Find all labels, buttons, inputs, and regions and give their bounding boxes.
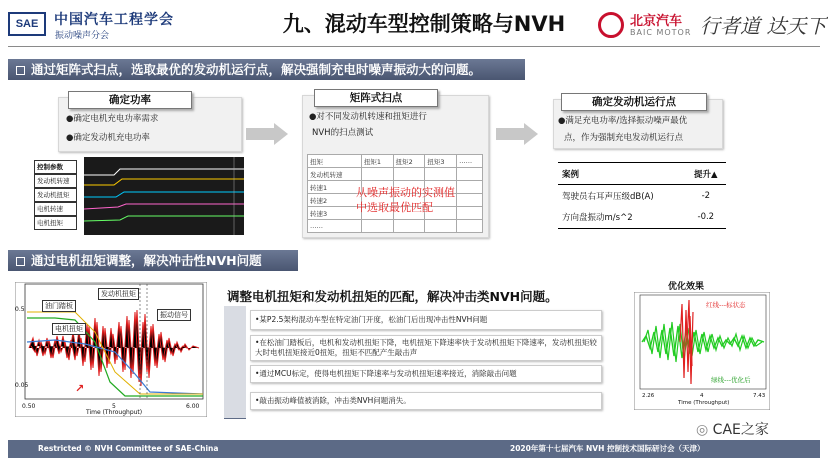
result-gain: -0.2 — [697, 212, 715, 223]
result-header-gain: 提升▲ — [694, 169, 718, 180]
table-header-cell: 扭矩1 — [361, 155, 393, 168]
table-header-cell: …… — [457, 155, 483, 168]
footer-left: Restricted © NVH Committee of SAE-China — [38, 444, 219, 453]
footer-right: 2020年第十七届汽车 NVH 控制技术国际研讨会（天津） — [510, 444, 705, 453]
matrix-bullet-1: ●对不同发动机转速和扭矩进行 — [309, 112, 427, 122]
legend-green: 绿线---优化后 — [711, 376, 751, 384]
org-subtitle: 振动噪声分会 — [55, 31, 110, 41]
matrix-bullet-2: NVH的扫点测试 — [312, 128, 374, 138]
watermark — [696, 419, 769, 439]
table-row-label: …… — [308, 220, 362, 233]
plot-ytick: 0.5 — [15, 306, 25, 313]
watermark-text: CAE之家 — [712, 422, 769, 438]
footer-bar — [8, 440, 820, 458]
control-legend — [34, 160, 81, 230]
plot-xtick: 0.50 — [22, 403, 36, 410]
arrow-right-icon — [274, 123, 288, 145]
org-name: 中国汽车工程学会 — [54, 12, 174, 28]
table-row-label: 转速3 — [308, 207, 362, 220]
item-text: •通过MCU标定，使得电机扭矩下降速率与发动机扭矩速率接近，消除敲击问题 — [250, 365, 602, 383]
plot-xtick: 5 — [112, 403, 116, 410]
plot-label-vibration: 振动信号 — [157, 309, 191, 321]
operating-point-header: 确定发动机运行点 — [561, 93, 707, 111]
table-row-label: 转速2 — [308, 194, 362, 207]
table-header-cell: 扭矩2 — [393, 155, 425, 168]
legend-item: 发动机转速 — [34, 174, 77, 188]
legend-item: 电机转速 — [34, 202, 77, 216]
result-case: 方向盘振动m/s^2 — [562, 213, 633, 224]
effect-xlabel: Time (Throughput) — [678, 400, 730, 406]
callout-arrow-icon: ↗ — [75, 382, 85, 395]
slide-title: 九、混动车型控制策略与NVH — [282, 12, 566, 36]
power-header: 确定功率 — [68, 91, 192, 109]
section1-bar — [8, 59, 525, 80]
effect-xtick: 7.43 — [753, 393, 766, 399]
item-text: •在松油门踏板后，电机和发动机扭矩下降，电机扭矩下降速率快于发动机扭矩下降速率，发动机扭矩较大时电机扭矩接近0扭矩，扭矩不匹配产生敲击声 — [250, 335, 602, 361]
legend-red: 红线---标状态 — [706, 301, 746, 309]
table-header-cell: 扭矩3 — [425, 155, 457, 168]
arrow-2-body — [496, 128, 526, 140]
wechat-icon: ◎ — [696, 422, 709, 438]
plot-label-motor-torque: 电机扭矩 — [52, 323, 86, 335]
legend-item: 电机扭矩 — [34, 216, 77, 230]
result-header-case: 案例 — [562, 169, 580, 180]
result-table — [558, 162, 726, 229]
timeline-rail — [224, 306, 246, 418]
result-case: 驾驶员右耳声压级dB(A) — [562, 191, 654, 202]
section2-title: 通过电机扭矩调整，解决冲击性NVH问题 — [31, 253, 262, 268]
plot-ytick: 0.05 — [15, 382, 29, 389]
result-gain: -2 — [701, 190, 711, 201]
control-params-plot — [84, 157, 244, 235]
item-text: •敲击振动峰值被消除，冲击类NVH问题消失。 — [250, 392, 602, 410]
baic-logo-icon — [598, 12, 624, 38]
plot-label-engine-torque: 发动机扭矩 — [98, 288, 139, 300]
table-row-label: 转速1 — [308, 181, 362, 194]
operating-bullet-1: ●满足充电功率/选择振动噪声最优 — [558, 116, 688, 126]
plot-label-throttle: 油门踏板 — [42, 300, 76, 312]
table-header-cell: 扭矩 — [308, 155, 362, 168]
section2-bar — [8, 250, 298, 271]
matrix-annotation — [356, 185, 455, 215]
header-divider — [8, 46, 820, 47]
plot-xlabel: Time (Throughput) — [86, 409, 143, 416]
arrow-1-body — [246, 128, 276, 140]
effect-title: 优化效果 — [668, 282, 705, 292]
matrix-header: 矩阵式扫点 — [314, 89, 438, 107]
effect-xtick: 2.26 — [642, 393, 655, 399]
legend-item: 控制参数 — [34, 160, 77, 174]
sae-logo: SAE — [8, 12, 46, 36]
power-bullet-1: ●确定电机充电功率需求 — [66, 114, 159, 124]
operating-bullet-2: 点，作为强制充电发动机运行点 — [564, 133, 684, 143]
checkbox-icon — [16, 66, 25, 75]
brand-en: BAIC MOTOR — [630, 28, 692, 37]
item-text: •某P2.5架构混动车型在特定油门开度，松油门后出现冲击性NVH问题 — [250, 310, 602, 330]
brand-cn: 北京汽车 — [630, 14, 683, 29]
power-bullet-2: ●确定发动机充电功率 — [66, 133, 150, 143]
section1-title: 通过矩阵式扫点，选取最优的发动机运行点，解决强制充电时噪声振动大的问题。 — [31, 62, 482, 77]
slogan: 行者道 达天下 — [700, 14, 827, 38]
table-row-label: 发动机转速 — [308, 168, 362, 181]
annotation-line: 中选取最优匹配 — [356, 201, 433, 214]
plot-xtick: 6.00 — [186, 403, 200, 410]
checkbox-icon — [16, 257, 25, 266]
effect-xtick: 4 — [700, 393, 704, 399]
legend-item: 发动机扭矩 — [34, 188, 77, 202]
section2-heading: 调整电机扭矩和发动机扭矩的匹配，解决冲击类NVH问题。 — [227, 289, 558, 304]
annotation-line: 从噪声振动的实测值 — [356, 186, 455, 199]
arrow-right-icon — [524, 123, 538, 145]
